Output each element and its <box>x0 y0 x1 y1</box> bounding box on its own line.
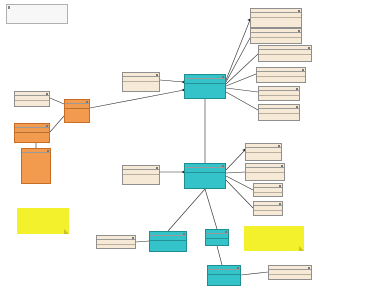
class-box-title <box>257 68 305 72</box>
class-box-attributes <box>246 148 281 149</box>
class-box-title <box>123 73 159 77</box>
class-box-divider <box>269 274 311 275</box>
class-box-divider <box>206 238 228 239</box>
class-box-divider <box>97 244 135 245</box>
class-box-attributes <box>269 270 311 271</box>
collapse-icon[interactable] <box>86 101 89 104</box>
class-box-attributes <box>208 270 240 271</box>
class-box-title <box>208 266 240 270</box>
class-box-divider <box>15 100 49 101</box>
class-box-title <box>185 164 225 168</box>
class-box-divider <box>251 17 301 18</box>
connector-line <box>160 80 184 82</box>
class-box-cyan2[interactable] <box>184 163 226 189</box>
class-box-attributes <box>257 72 305 73</box>
class-box-orange3[interactable] <box>21 148 51 184</box>
class-box-orange1[interactable] <box>64 99 90 123</box>
collapse-icon[interactable] <box>308 47 311 50</box>
connector-line <box>90 90 184 108</box>
document-icon <box>8 6 10 9</box>
class-box-divider <box>254 210 282 211</box>
collapse-icon[interactable] <box>302 69 305 72</box>
connector-line <box>226 20 250 80</box>
collapse-icon[interactable] <box>298 30 301 33</box>
class-box-rb3[interactable] <box>253 183 283 197</box>
class-box-attributes <box>254 206 282 207</box>
class-box-title <box>251 9 301 13</box>
class-box-attributes <box>97 240 135 241</box>
collapse-icon[interactable] <box>47 150 50 153</box>
class-box-cyan4[interactable] <box>205 229 229 246</box>
collapse-icon[interactable] <box>279 203 282 206</box>
class-box-title <box>259 46 311 50</box>
class-box-divider <box>259 54 311 55</box>
class-box-divider <box>185 83 225 84</box>
class-box-rb2[interactable] <box>245 163 285 181</box>
class-box-attributes <box>123 170 159 171</box>
class-box-divider <box>246 172 284 173</box>
collapse-icon[interactable] <box>156 167 159 170</box>
connector-line <box>226 92 258 110</box>
connector-line <box>217 246 222 265</box>
collapse-icon[interactable] <box>156 74 159 77</box>
class-box-bottom_peach[interactable] <box>96 235 136 249</box>
class-box-cyan3[interactable] <box>149 231 187 252</box>
class-box-attributes <box>259 91 299 92</box>
class-box-r5[interactable] <box>258 86 300 101</box>
connector-line <box>136 241 149 242</box>
class-box-leftA[interactable] <box>14 91 50 107</box>
class-box-divider <box>259 113 299 114</box>
connector-line <box>226 172 245 173</box>
connector-line <box>50 116 64 132</box>
class-box-r1[interactable] <box>250 8 302 28</box>
collapse-icon[interactable] <box>222 76 225 79</box>
header-note <box>6 4 68 24</box>
class-box-attributes <box>259 50 311 51</box>
sticky-note-text <box>17 208 69 212</box>
class-box-divider <box>123 81 159 82</box>
class-box-attributes <box>185 79 225 80</box>
class-box-title <box>123 166 159 170</box>
header-note-text <box>7 5 67 6</box>
collapse-icon[interactable] <box>298 10 301 13</box>
collapse-icon[interactable] <box>237 267 240 270</box>
connector-line <box>168 189 205 231</box>
class-box-attributes <box>259 109 299 110</box>
class-box-divider <box>259 95 299 96</box>
class-box-left1[interactable] <box>122 72 160 92</box>
class-box-title <box>150 232 186 236</box>
class-box-midleft[interactable] <box>122 165 160 185</box>
note-fold-icon <box>299 246 304 251</box>
collapse-icon[interactable] <box>222 165 225 168</box>
class-box-attributes <box>254 188 282 189</box>
class-box-title <box>251 29 301 33</box>
class-box-fill <box>22 153 50 183</box>
connector-line <box>226 38 250 82</box>
class-box-title <box>185 75 225 79</box>
collapse-icon[interactable] <box>281 165 284 168</box>
class-box-title <box>269 266 311 270</box>
class-box-r6[interactable] <box>258 104 300 121</box>
class-box-divider <box>65 108 89 109</box>
connector-line <box>226 150 245 170</box>
class-box-title <box>15 124 49 128</box>
collapse-icon[interactable] <box>279 185 282 188</box>
collapse-icon[interactable] <box>296 88 299 91</box>
class-box-attributes <box>246 168 284 169</box>
class-box-divider <box>123 174 159 175</box>
connector-line <box>205 189 217 229</box>
sticky-note-text <box>244 226 304 230</box>
class-box-orange2[interactable] <box>14 123 50 143</box>
class-box-divider <box>246 152 281 153</box>
collapse-icon[interactable] <box>132 237 135 240</box>
class-box-attributes <box>123 77 159 78</box>
sticky-note-sticky_right <box>244 226 304 251</box>
class-box-title <box>259 105 299 109</box>
class-box-divider <box>150 240 186 241</box>
connector-line <box>226 180 253 208</box>
class-box-title <box>246 164 284 168</box>
class-box-title <box>259 87 299 91</box>
class-box-cyan1[interactable] <box>184 74 226 99</box>
collapse-icon[interactable] <box>296 106 299 109</box>
class-box-title <box>15 92 49 96</box>
class-box-r2[interactable] <box>250 28 302 44</box>
class-box-attributes <box>65 104 89 105</box>
note-fold-icon <box>64 229 69 234</box>
class-box-attributes <box>15 96 49 97</box>
class-box-rb4[interactable] <box>253 201 283 216</box>
class-box-r4[interactable] <box>256 67 306 83</box>
class-box-title <box>246 144 281 148</box>
class-box-cyan5[interactable] <box>207 265 241 286</box>
class-box-title <box>97 236 135 240</box>
class-box-attributes <box>150 236 186 237</box>
collapse-icon[interactable] <box>183 233 186 236</box>
class-box-attributes <box>251 33 301 34</box>
collapse-icon[interactable] <box>46 125 49 128</box>
sticky-note-sticky_left <box>17 208 69 234</box>
class-box-divider <box>208 274 240 275</box>
class-box-divider <box>254 192 282 193</box>
collapse-icon[interactable] <box>225 231 228 234</box>
class-box-attributes <box>206 234 228 235</box>
class-box-attributes <box>15 128 49 129</box>
class-box-attributes <box>185 168 225 169</box>
collapse-icon[interactable] <box>46 93 49 96</box>
connector-line <box>241 272 268 275</box>
class-box-divider <box>257 76 305 77</box>
class-box-attributes <box>251 13 301 14</box>
connector-line <box>226 88 258 92</box>
class-box-rb1[interactable] <box>245 143 282 161</box>
class-box-divider <box>185 172 225 173</box>
class-box-divider <box>251 37 301 38</box>
collapse-icon[interactable] <box>278 145 281 148</box>
class-box-divider <box>15 132 49 133</box>
class-box-bottom_right[interactable] <box>268 265 312 280</box>
class-box-r3[interactable] <box>258 45 312 62</box>
collapse-icon[interactable] <box>308 267 311 270</box>
connector-line <box>50 98 64 104</box>
